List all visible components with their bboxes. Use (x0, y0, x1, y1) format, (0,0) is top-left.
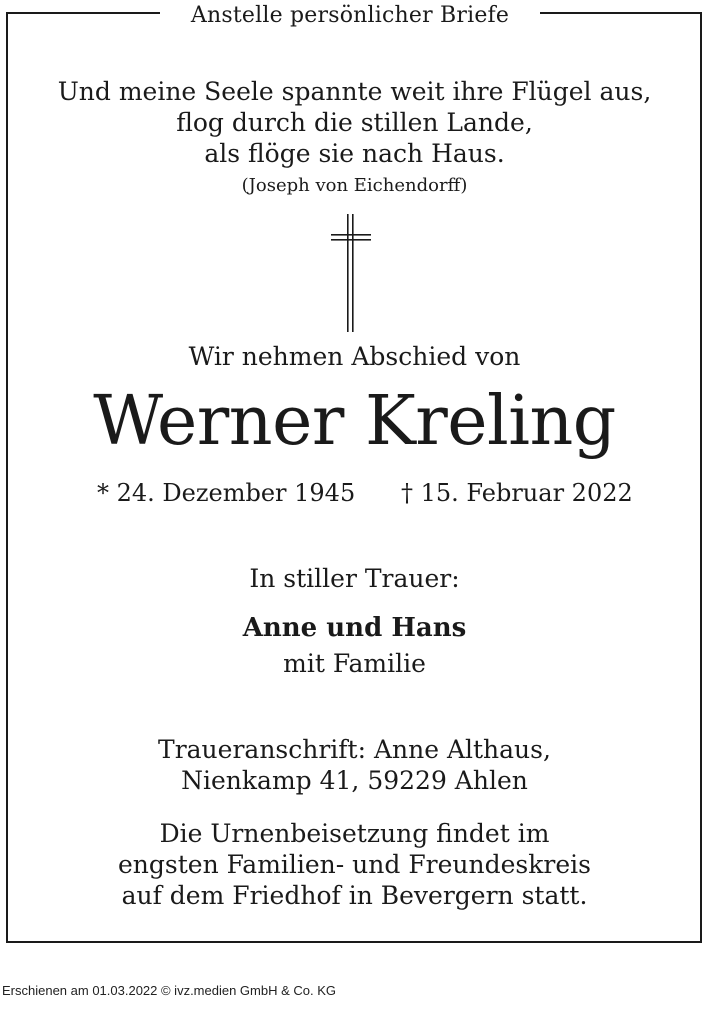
burial-line-2: engsten Familien- und Freundeskreis (118, 850, 591, 879)
death-date: † 15. Februar 2022 (401, 479, 633, 507)
publication-footer: Erschienen am 01.03.2022 © ivz.medien GmbH & Co. KG (2, 983, 337, 998)
farewell-intro: Wir nehmen Abschied von (188, 342, 521, 371)
cross-icon (331, 214, 371, 332)
poem-line-2: flog durch die stillen Lande, (176, 108, 533, 137)
burial-line-1: Die Urnenbeisetzung findet im (159, 819, 550, 848)
burial-line-3: auf dem Friedhof in Bevergern statt. (121, 881, 588, 910)
deceased-name: Werner Kreling (93, 382, 616, 461)
address-line-2: Nienkamp 41, 59229 Ahlen (181, 766, 528, 795)
mourning-heading: In stiller Trauer: (249, 564, 460, 593)
header-title: Anstelle persönlicher Briefe (190, 3, 510, 28)
notice-header (160, 0, 540, 28)
address-line-1: Traueranschrift: Anne Althaus, (158, 735, 551, 764)
poem-line-1: Und meine Seele spannte weit ihre Flügel aus, (57, 77, 652, 106)
mourner-names: Anne und Hans (242, 613, 467, 643)
poem-line-3: als flöge sie nach Haus. (204, 139, 505, 168)
mourner-family: mit Familie (283, 649, 426, 678)
poem-attribution: (Joseph von Eichendorff) (241, 175, 468, 196)
birth-date: * 24. Dezember 1945 (97, 479, 356, 507)
